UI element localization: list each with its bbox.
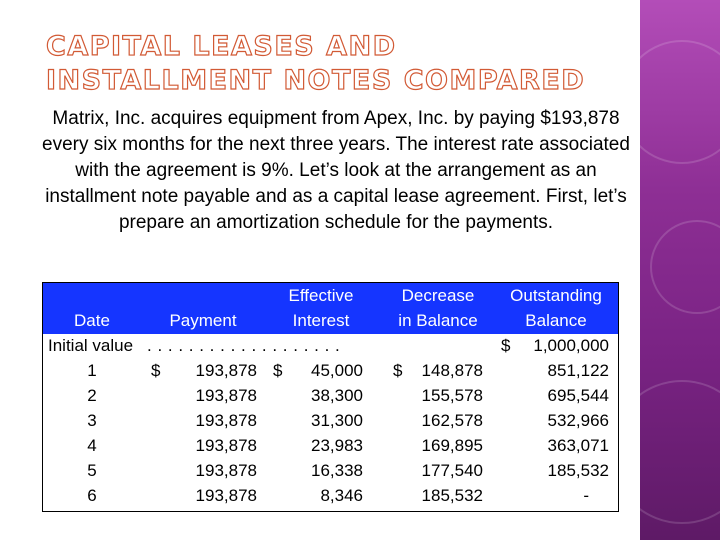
initial-balance-currency: $	[501, 336, 511, 355]
intro-paragraph: Matrix, Inc. acquires equipment from Apex, Inc. by paying $193,878 every six months for the next three years. The interest rate associated with the agreement is 9%. Let’s look at the arrangement as an installment note payable and as a capital lease agreement. First, let’s prepare an amortization schedule for the payments.	[42, 108, 630, 233]
cell-payment: 193,878	[195, 461, 257, 480]
cell-decrease: 162,578	[421, 411, 483, 430]
cell-decrease-currency: $	[393, 361, 403, 380]
cell-interest: 38,300	[311, 386, 363, 405]
cell-decrease: 169,895	[421, 436, 483, 455]
header-interest-line1: Effective	[288, 286, 354, 305]
cell-date: 1	[87, 361, 97, 380]
cell-interest: 45,000	[311, 361, 363, 380]
cell-payment-currency: $	[151, 361, 161, 380]
header-balance-line1: Outstanding	[510, 286, 602, 305]
cell-interest-currency: $	[273, 361, 283, 380]
cell-balance: -	[583, 486, 589, 505]
initial-value-label: Initial value	[48, 336, 134, 355]
cell-balance: 363,071	[547, 436, 609, 455]
cell-interest: 8,346	[320, 486, 363, 505]
header-decrease-line1: Decrease	[401, 286, 475, 305]
cell-date: 6	[87, 486, 97, 505]
cell-balance: 532,966	[547, 411, 609, 430]
cell-interest: 23,983	[311, 436, 363, 455]
cell-date: 5	[87, 461, 97, 480]
cell-payment: 193,878	[195, 411, 257, 430]
cell-decrease: 148,878	[421, 361, 483, 380]
cell-interest: 16,338	[311, 461, 363, 480]
cell-balance: 695,544	[547, 386, 609, 405]
amortization-table	[42, 282, 619, 512]
cell-interest: 31,300	[311, 411, 363, 430]
cell-payment: 193,878	[195, 386, 257, 405]
cell-payment: 193,878	[195, 486, 257, 505]
initial-value-leader-dots: . . . . . . . . . . . . . . . . . . .	[147, 336, 341, 355]
initial-balance: 1,000,000	[533, 336, 609, 355]
header-balance-line2: Balance	[525, 311, 587, 330]
cell-balance: 185,532	[547, 461, 609, 480]
header-interest-line2: Interest	[292, 311, 350, 330]
cell-payment: 193,878	[195, 361, 257, 380]
slide-title: CAPITAL LEASES AND INSTALLMENT NOTES COMPARED	[46, 31, 586, 96]
cell-date: 3	[87, 411, 97, 430]
header-payment: Payment	[169, 311, 237, 330]
cell-decrease: 185,532	[421, 486, 483, 505]
header-date: Date	[74, 311, 110, 330]
cell-payment: 193,878	[195, 436, 257, 455]
cell-decrease: 177,540	[421, 461, 483, 480]
cell-date: 2	[87, 386, 97, 405]
header-decrease-line2: in Balance	[398, 311, 478, 330]
decorative-sidebar	[640, 0, 720, 540]
table-header	[43, 283, 618, 334]
cell-balance: 851,122	[547, 361, 609, 380]
cell-date: 4	[87, 436, 97, 455]
cell-decrease: 155,578	[421, 386, 483, 405]
